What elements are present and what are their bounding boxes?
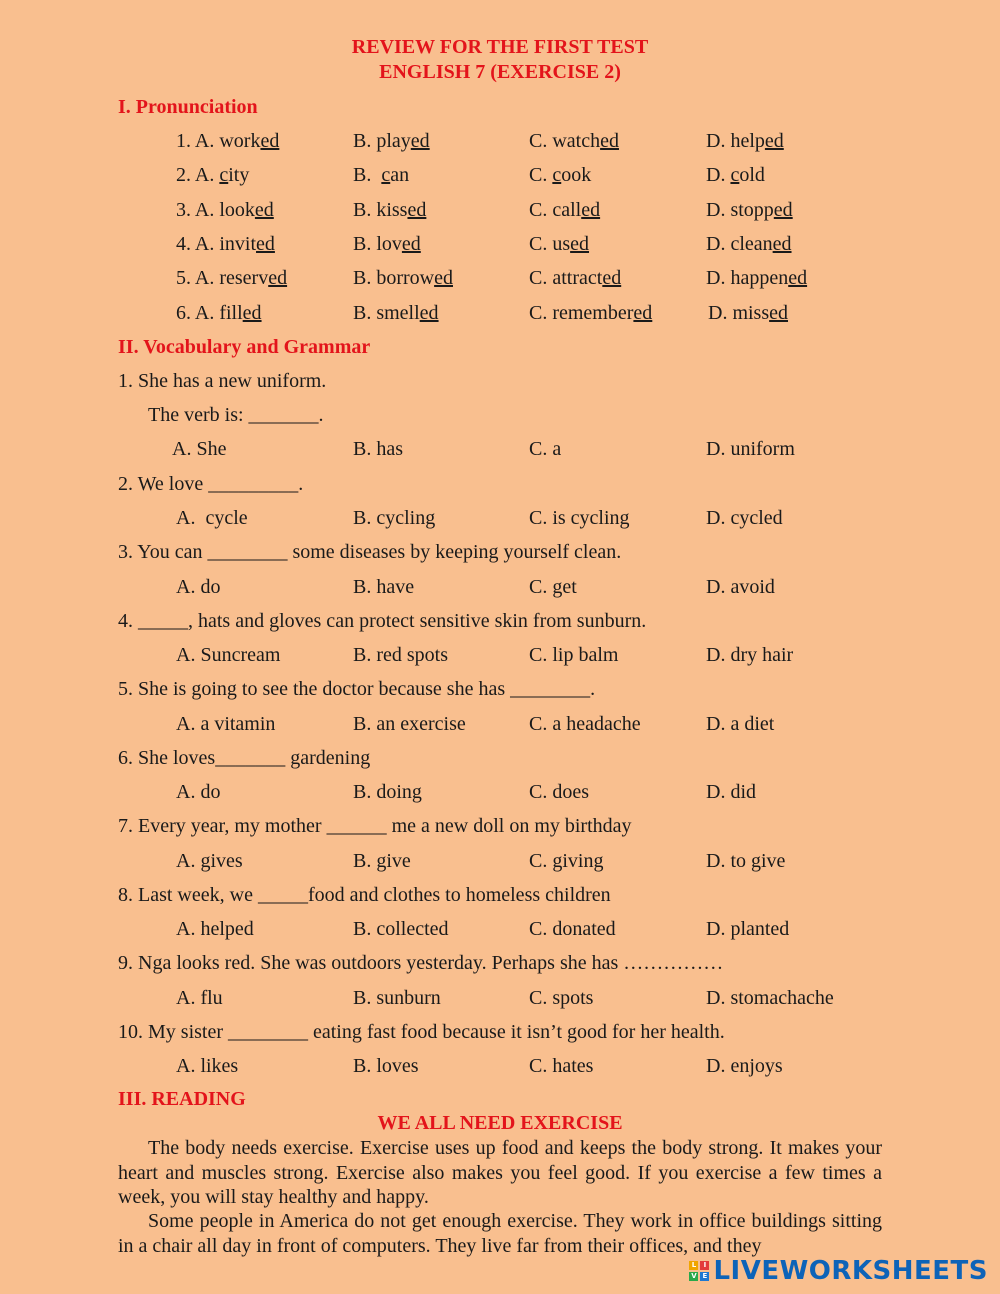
question-2-option-b[interactable]: B. cycling	[353, 507, 436, 529]
pronunciation-q3-option-b[interactable]	[353, 199, 426, 222]
underlined-sound: ed	[570, 232, 590, 255]
option-text: B. lov	[353, 232, 402, 255]
option-text: D. happen	[706, 267, 789, 290]
underlined-sound: ed	[256, 232, 275, 255]
option-text: an	[390, 164, 410, 187]
question-9-option-a[interactable]: A. flu	[176, 986, 223, 1009]
underlined-sound: ed	[407, 198, 427, 221]
underlined-sound: ed	[772, 232, 792, 255]
underlined-sound: ed	[419, 301, 439, 324]
pronunciation-q4-option-a[interactable]	[176, 233, 275, 256]
question-9-stem: 9. Nga looks red. She was outdoors yesterday. Perhaps she has ……………	[118, 952, 724, 974]
question-6-option-b[interactable]: B. doing	[353, 781, 422, 803]
question-10-option-d[interactable]: D. enjoys	[706, 1055, 783, 1077]
question-9-option-d[interactable]: D. stomachache	[706, 986, 834, 1009]
pronunciation-q1-option-c[interactable]	[529, 130, 619, 153]
underlined-sound: ed	[602, 267, 622, 290]
option-text: 3. A. look	[176, 198, 255, 221]
question-2-option-c[interactable]: C. is cycling	[529, 507, 630, 529]
worksheet-title: REVIEW FOR THE FIRST TEST	[351, 36, 649, 58]
option-text: 4. A. invit	[176, 232, 257, 255]
underlined-sound: ed	[242, 301, 262, 324]
underlined-sound: ed	[254, 198, 274, 221]
pronunciation-q3-option-d[interactable]	[706, 199, 793, 222]
pronunciation-q5-option-d[interactable]	[706, 267, 807, 290]
option-text: C.	[529, 164, 553, 187]
question-6-option-c[interactable]: C. does	[529, 781, 589, 803]
pronunciation-q1-option-a[interactable]	[176, 130, 279, 153]
pronunciation-q3-option-a[interactable]	[176, 199, 274, 222]
pronunciation-q6-option-a[interactable]	[176, 302, 262, 325]
option-text: B. play	[353, 130, 411, 152]
reading-paragraph-1-text: The body needs exercise. Exercise uses up food and keeps the body strong. It makes your heart and muscles strong. Exercise also makes you feel good. If you exercise a few times a week, you will stay healthy and happy.	[118, 1137, 882, 1208]
question-5-option-d[interactable]: D. a diet	[706, 712, 775, 735]
underlined-sound: ed	[633, 301, 653, 324]
option-text: D.	[706, 164, 731, 187]
section-reading-heading: III. READING	[118, 1088, 246, 1110]
logo-mark-letter: I	[700, 1261, 709, 1270]
question-7-option-c[interactable]: C. giving	[529, 849, 604, 872]
pronunciation-q2-option-a[interactable]	[176, 164, 249, 187]
question-3-option-d[interactable]: D. avoid	[706, 575, 775, 598]
option-text: ity	[228, 164, 250, 187]
option-text: C. remember	[529, 301, 634, 324]
option-text: D. miss	[708, 301, 770, 324]
question-7-stem: 7. Every year, my mother ______ me a new doll on my birthday	[118, 815, 632, 837]
question-9-option-b[interactable]: B. sunburn	[353, 986, 441, 1009]
question-3-stem: 3. You can ________ some diseases by keeping yourself clean.	[118, 541, 622, 563]
question-1-option-c[interactable]: C. a	[529, 438, 562, 460]
question-5-option-b[interactable]: B. an exercise	[353, 712, 466, 735]
question-7-option-b[interactable]: B. give	[353, 849, 411, 872]
underlined-sound: ed	[268, 267, 288, 290]
question-10-option-b[interactable]: B. loves	[353, 1055, 419, 1077]
question-3-option-c[interactable]: C. get	[529, 575, 577, 598]
underlined-sound: c	[219, 164, 229, 187]
underlined-sound: ed	[410, 130, 430, 152]
question-1-option-d[interactable]: D. uniform	[706, 438, 795, 460]
reading-title: WE ALL NEED EXERCISE	[377, 1112, 623, 1134]
question-10-option-a[interactable]: A. likes	[176, 1055, 239, 1077]
option-text: D. clean	[706, 232, 773, 255]
option-text: 2. A.	[176, 164, 220, 187]
question-9-option-c[interactable]: C. spots	[529, 986, 594, 1009]
question-4-option-a[interactable]: A. Suncream	[176, 644, 281, 666]
pronunciation-q5-option-b[interactable]	[353, 267, 453, 290]
section-pronunciation-heading: I. Pronunciation	[118, 96, 258, 118]
pronunciation-q4-option-b[interactable]	[353, 233, 421, 256]
option-text: ook	[561, 164, 592, 187]
liveworksheets-logo[interactable]	[689, 1256, 988, 1286]
option-text: D. help	[706, 130, 765, 152]
logo-mark-letter: L	[689, 1261, 698, 1270]
option-text: D. stopp	[706, 198, 774, 221]
underlined-sound: ed	[581, 198, 601, 221]
question-7-option-a[interactable]: A. gives	[176, 849, 243, 872]
pronunciation-q1-option-d[interactable]	[706, 130, 784, 153]
reading-paragraph-2-text: Some people in America do not get enough exercise. They work in office buildings sitting in a chair all day in front of computers. They live far from their offices, and they	[118, 1210, 882, 1257]
underlined-sound: ed	[600, 130, 619, 152]
question-8-stem: 8. Last week, we _____food and clothes to homeless children	[118, 883, 611, 906]
underlined-sound: ed	[401, 232, 421, 255]
option-text: C. watch	[529, 130, 601, 152]
question-5-option-a[interactable]: A. a vitamin	[176, 712, 276, 735]
pronunciation-q4-option-c[interactable]	[529, 233, 589, 256]
pronunciation-q4-option-d[interactable]	[706, 233, 792, 256]
question-8-option-d[interactable]: D. planted	[706, 918, 790, 940]
question-2-option-a[interactable]: A. cycle	[176, 507, 248, 529]
option-text: C. call	[529, 198, 582, 221]
question-1-option-a[interactable]: A. She	[172, 438, 227, 460]
question-6-option-d[interactable]: D. did	[706, 781, 756, 803]
option-text: B. borrow	[353, 267, 435, 290]
option-text: C. attract	[529, 267, 603, 290]
pronunciation-q2-option-d[interactable]	[706, 164, 765, 187]
underlined-sound: ed	[434, 267, 453, 290]
question-4-option-c[interactable]: C. lip balm	[529, 644, 619, 666]
question-2-stem: 2. We love _________.	[118, 472, 304, 495]
question-5-stem: 5. She is going to see the doctor because she has ________.	[118, 678, 596, 700]
reading-paragraph-2	[118, 1209, 882, 1258]
question-1-stem: 1. She has a new uniform.	[118, 370, 327, 392]
option-text: B. smell	[353, 301, 420, 324]
question-2-option-d[interactable]: D. cycled	[706, 507, 783, 529]
underlined-sound: c	[730, 164, 740, 187]
underlined-sound: ed	[769, 301, 789, 324]
underlined-sound: ed	[764, 130, 784, 152]
worksheet-subtitle: ENGLISH 7 (EXERCISE 2)	[379, 61, 621, 83]
question-10-stem: 10. My sister ________ eating fast food because it isn’t good for her health.	[118, 1020, 725, 1043]
pronunciation-q6-option-b[interactable]	[353, 302, 439, 325]
section-vocabulary-heading: II. Vocabulary and Grammar	[118, 336, 371, 358]
question-8-option-a[interactable]: A. helped	[176, 918, 254, 940]
pronunciation-q5-option-a[interactable]	[176, 267, 287, 290]
underlined-sound: ed	[260, 130, 280, 152]
logo-mark-letter: E	[700, 1272, 709, 1281]
pronunciation-q3-option-c[interactable]	[529, 199, 600, 222]
question-6-option-a[interactable]: A. do	[176, 781, 221, 803]
question-5-option-c[interactable]: C. a headache	[529, 712, 641, 735]
question-7-option-d[interactable]: D. to give	[706, 849, 786, 872]
option-text: 6. A. fill	[176, 301, 243, 324]
reading-paragraph-1	[118, 1136, 882, 1210]
option-text: 1. A. work	[176, 130, 261, 152]
pronunciation-q6-option-c[interactable]	[529, 302, 652, 325]
underlined-sound: c	[381, 164, 391, 187]
liveworksheets-logo-icon	[689, 1261, 709, 1281]
option-text: 5. A. reserv	[176, 267, 269, 290]
question-3-option-b[interactable]: B. have	[353, 575, 415, 598]
option-text: C. us	[529, 232, 571, 255]
question-1-option-b[interactable]: B. has	[353, 438, 403, 460]
question-8-option-c[interactable]: C. donated	[529, 918, 616, 940]
question-10-option-c[interactable]: C. hates	[529, 1055, 594, 1077]
pronunciation-q6-option-d[interactable]	[708, 302, 788, 325]
pronunciation-q5-option-c[interactable]	[529, 267, 621, 290]
pronunciation-q2-option-c[interactable]	[529, 164, 591, 187]
option-text: old	[739, 164, 765, 187]
question-3-option-a[interactable]: A. do	[176, 575, 221, 598]
pronunciation-q1-option-b[interactable]	[353, 130, 430, 153]
option-text: B. kiss	[353, 198, 408, 221]
underlined-sound: ed	[788, 267, 808, 290]
question-6-stem: 6. She loves_______ gardening	[118, 746, 371, 769]
question-4-stem: 4. _____, hats and gloves can protect sensitive skin from sunburn.	[118, 609, 647, 632]
question-1-subprompt: The verb is: _______.	[148, 404, 324, 426]
underlined-sound: c	[552, 164, 562, 187]
question-8-option-b[interactable]: B. collected	[353, 918, 449, 940]
question-4-option-d[interactable]: D. dry hair	[706, 644, 794, 666]
liveworksheets-logo-text: LIVEWORKSHEETS	[713, 1256, 988, 1286]
option-text: B.	[353, 164, 382, 187]
question-4-option-b[interactable]: B. red spots	[353, 644, 448, 666]
underlined-sound: ed	[773, 198, 793, 221]
logo-mark-letter: V	[691, 1272, 697, 1280]
pronunciation-q2-option-b[interactable]	[353, 164, 409, 187]
